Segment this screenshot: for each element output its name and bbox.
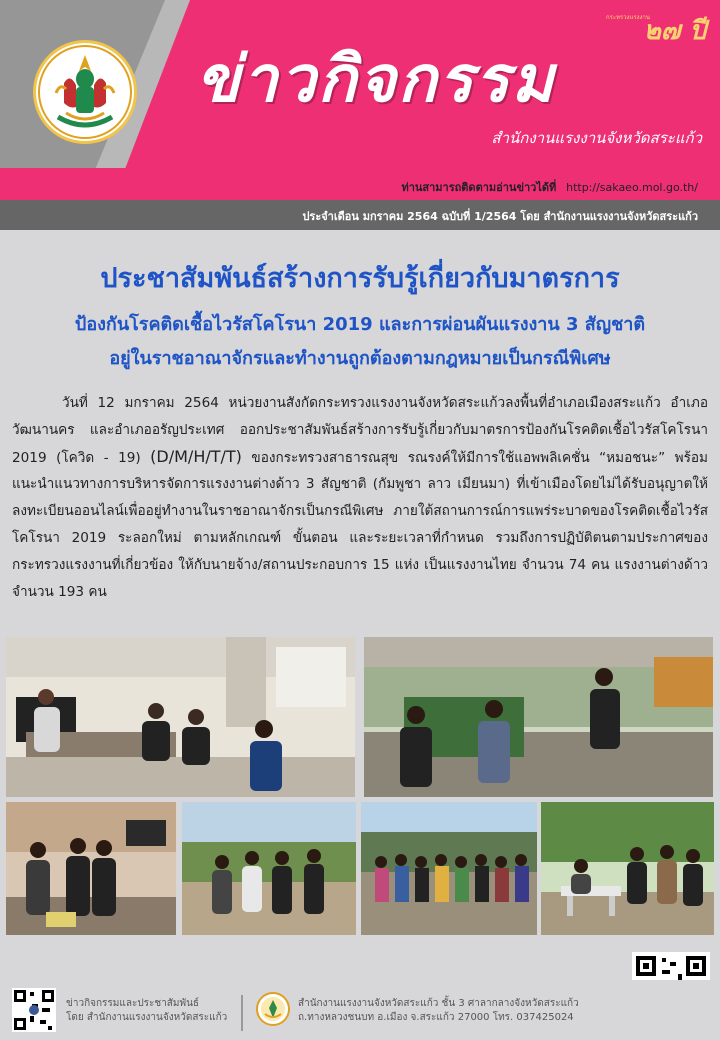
article-headline: ประชาสัมพันธ์สร้างการรับรู้เกี่ยวกับมาตรการ [100,263,620,294]
office-meeting-illustration [6,637,355,797]
house-visit-photo [6,802,176,935]
footer-seal-logo [256,992,290,1026]
anniversary-caption: กระทรวงแรงงาน [606,14,650,21]
masthead-subtitle: สำนักงานแรงงานจังหวัดสระแก้ว [491,129,702,147]
footer-divider [241,995,243,1031]
office-meeting-photo [6,637,355,797]
masthead-title: ข่าวกิจกรรม [196,43,556,117]
article-body-part2: ของกระทรวงสาธารณสุข รณรงค์ให้มีการใช้แอพพลิเคชั่น “หมอชนะ” พร้อมแนะนำแนวทางการบริหารจัดการแรงงานต่างด้าว 3 สัญชาติ (กัมพูชา ลาว เมียนมา) ที่เข้าเมืองโดยไม่ได้รับอนุญาตให้ลงทะเบียนออนไลน์เพื่ออยู่ทำงานในราชอาณาจักรเป็นกรณีพิเศษ ภายใต้สถานการณ์การแพร่ระบาดของโรคติดเชื้อไวรัสโคโรนา 2019 ระลอกใหม่ ตามหลักเกณฑ์ ขั้นตอน และระยะเวลาที่กำหนด รวมถึงการปฏิบัติตนตามประกาศของกระทรวงแรงงานที่เกี่ยวข้อง ให้กับนายจ้าง/สถานประกอบการ 15 แห่ง เป็นแรงงานไทย จำนวน 74 คน แรงงานต่างด้าว จำนวน 193 คน [12,449,708,600]
footer-left-line-1: ข่าวกิจกรรมและประชาสัมพันธ์ [66,998,200,1009]
house-visit-illustration [6,802,176,935]
footer-left-text [66,997,227,1025]
outdoor-group-illustration [182,802,356,935]
website-url[interactable]: http://sakaeo.mol.go.th/ [566,181,698,194]
article-body-emphasis: (D/M/H/T/T) [150,446,242,466]
workshop-briefing-illustration [364,637,713,797]
garden-table-photo [541,802,714,935]
footer-qr-graphic [12,988,56,1032]
masthead [0,0,720,200]
workshop-briefing-photo [364,637,713,797]
outdoor-group-photo [182,802,356,935]
article-body [12,390,708,605]
footer-qr-code-icon[interactable] [12,988,56,1032]
deity-emblem-icon [36,43,134,141]
issue-info: ประจำเดือน มกราคม 2564 ฉบับที่ 1/2564 โดย สำนักงานแรงงานจังหวัดสระแก้ว [302,210,698,223]
provincial-seal-logo [33,40,137,144]
footer-seal-icon [258,994,288,1024]
workers-group-photo [361,802,537,935]
article-subhead-2: อยู่ในราชอาณาจักรและทำงานถูกต้องตามกฎหมายเป็นกรณีพิเศษ [109,348,611,369]
anniversary-badge: ๒๗ ปี [643,16,706,46]
footer-right-line-2: ถ.ทางหลวงชนบท อ.เมือง จ.สระแก้ว 27000 โทร. 037425024 [298,1012,574,1023]
footer-right-line-1: สำนักงานแรงงานจังหวัดสระแก้ว ชั้น 3 ศาลากลางจังหวัดสระแก้ว [298,998,579,1009]
footer-left-line-2: โดย สำนักงานแรงงานจังหวัดสระแก้ว [66,1012,228,1023]
article-subhead-1: ป้องกันโรคติดเชื้อไวรัสโคโรนา 2019 และการผ่อนผันแรงงาน 3 สัญชาติ [74,314,646,335]
footer [0,980,720,1040]
garden-table-illustration [541,802,714,935]
website-label: ท่านสามารถติดตามอ่านข่าวได้ที่ [401,181,557,194]
workers-group-illustration [361,802,537,935]
website-line [401,178,698,196]
article-body-part1: วันที่ 12 มกราคม 2564 หน่วยงานสังกัดกระทรวงแรงงานจังหวัดสระแก้วลงพื้นที่อำเภอเมืองสระแก้ว อำเภอวัฒนานคร และอำเภออรัญประเทศ ออกประชาสัมพันธ์สร้างการรับรู้เกี่ยวกับมาตรการป้องกันโรคติดเชื้อไวรัสโคโรนา 2019 (โควิด - 19) [12,395,708,466]
footer-right-text [298,997,579,1025]
